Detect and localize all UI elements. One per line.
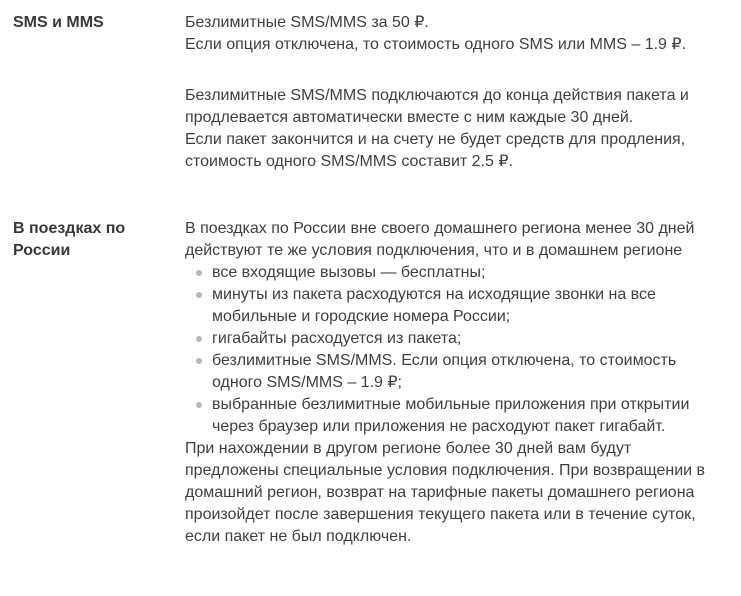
paragraph-group bbox=[185, 12, 721, 56]
paragraph: Если опция отключена, то стоимость одного SMS или MMS – 1.9 ₽. bbox=[185, 36, 687, 53]
bullet-text: выбранные безлимитные мобильные приложения при открытии через браузер или приложения не расходуют пакет гигабайт. bbox=[212, 396, 690, 435]
paragraph: Безлимитные SMS/MMS за 50 ₽. bbox=[185, 14, 429, 31]
row-content-sms-mms bbox=[185, 12, 721, 173]
row-content-travel-russia bbox=[185, 218, 721, 548]
conditions-bullet-list bbox=[185, 262, 721, 438]
bullet-dot-icon bbox=[196, 270, 202, 276]
bullet-item bbox=[185, 284, 721, 328]
tariff-row-travel-russia bbox=[0, 218, 741, 548]
tariff-row-sms-mms bbox=[0, 12, 741, 173]
row-label-sms-mms: SMS и MMS bbox=[13, 14, 104, 31]
bullet-item bbox=[185, 350, 721, 394]
paragraph: Если пакет закончится и на счету не будет средств для продления, стоимость одного SMS/MMS составит 2.5 ₽. bbox=[185, 131, 686, 170]
bullet-item bbox=[185, 262, 721, 284]
outro-paragraph: При нахождении в другом регионе более 30 дней вам будут предложены специальные условия подключения. При возвращении в домашний регион, возврат на тарифные пакеты домашнего региона произойдет после завершения текущего пакета или в течение суток, если пакет не был подключен. bbox=[185, 440, 706, 545]
intro-paragraph: В поездках по России вне своего домашнего региона менее 30 дней действуют те же условия подключения, что и в домашнем регионе bbox=[185, 220, 695, 259]
bullet-item bbox=[185, 328, 721, 350]
paragraph-group bbox=[185, 85, 721, 173]
bullet-text: минуты из пакета расходуются на исходящие звонки на все мобильные и городские номера России; bbox=[212, 286, 656, 325]
bullet-text: безлимитные SMS/MMS. Если опция отключена, то стоимость одного SMS/MMS – 1.9 ₽; bbox=[212, 352, 677, 391]
row-label-travel-russia: В поездках по России bbox=[13, 220, 126, 259]
bullet-dot-icon bbox=[196, 336, 202, 342]
bullet-dot-icon bbox=[196, 292, 202, 298]
bullet-text: гигабайты расходуется из пакета; bbox=[212, 330, 462, 347]
bullet-dot-icon bbox=[196, 358, 202, 364]
bullet-item bbox=[185, 394, 721, 438]
bullet-text: все входящие вызовы — бесплатны; bbox=[212, 264, 486, 281]
paragraph: Безлимитные SMS/MMS подключаются до конца действия пакета и продлевается автоматически вместе с ним каждые 30 дней. bbox=[185, 87, 689, 126]
bullet-dot-icon bbox=[196, 402, 202, 408]
